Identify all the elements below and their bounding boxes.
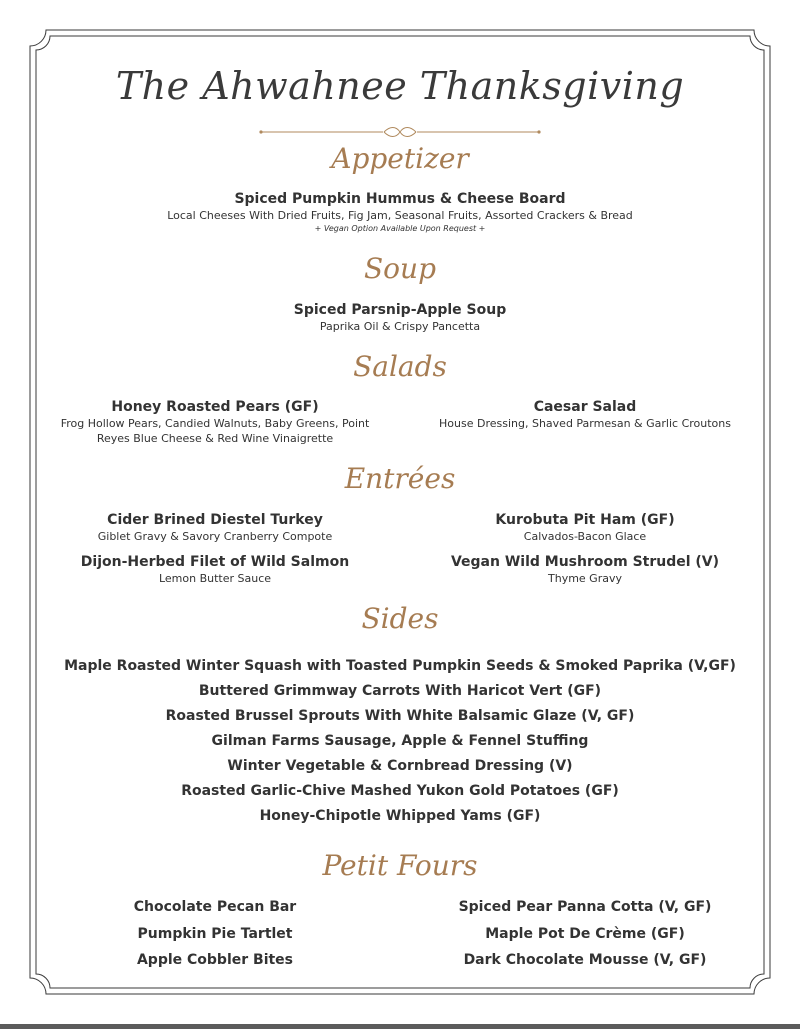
flourish-divider-icon [258,126,542,138]
item-description: House Dressing, Shaved Parmesan & Garlic Croutons [439,417,731,430]
item-name: Caesar Salad [533,399,637,415]
list-item: Buttered Grimmway Carrots With Haricot Vert (GF) [198,683,602,699]
item-note: + Vegan Option Available Upon Request + [314,224,486,233]
item-name: Dijon-Herbed Filet of Wild Salmon [80,554,350,570]
list-item: Spiced Pear Panna Cotta (V, GF) [458,899,712,915]
menu-item-entree [420,511,750,544]
list-item: Roasted Garlic-Chive Mashed Yukon Gold Potatoes (GF) [181,783,619,799]
list-item: Roasted Brussel Sprouts With White Balsamic Glaze (V, GF) [165,708,635,724]
petit-fours-right-column [440,897,730,977]
item-description: Frog Hollow Pears, Candied Walnuts, Baby Greens, Point [60,417,370,430]
menu-item-salad [50,398,380,446]
item-name: Kurobuta Pit Ham (GF) [495,512,675,528]
list-item: Honey-Chipotle Whipped Yams (GF) [259,808,541,824]
item-description: Local Cheeses With Dried Fruits, Fig Jam, Seasonal Fruits, Assorted Crackers & Bread [167,209,633,222]
menu-item-entree [50,511,380,544]
item-description: Thyme Gravy [548,572,622,585]
section-heading-salads: Salads [353,350,447,383]
list-item: Chocolate Pecan Bar [133,899,297,915]
item-description: Reyes Blue Cheese & Red Wine Vinaigrette [96,432,334,445]
menu-title: The Ahwahnee Thanksgiving [115,64,685,108]
section-heading-petit-fours: Petit Fours [322,849,478,882]
list-item: Maple Roasted Winter Squash with Toasted Pumpkin Seeds & Smoked Paprika (V,GF) [64,658,736,674]
section-heading-appetizer: Appetizer [331,142,469,175]
item-name: Spiced Pumpkin Hummus & Cheese Board [234,191,566,207]
menu-item-soup [0,301,800,334]
list-item: Winter Vegetable & Cornbread Dressing (V) [227,758,573,774]
item-name: Cider Brined Diestel Turkey [107,512,323,528]
list-item: Apple Cobbler Bites [136,952,294,968]
list-item: Dark Chocolate Mousse (V, GF) [463,952,707,968]
item-name: Vegan Wild Mushroom Strudel (V) [450,554,720,570]
section-heading-sides: Sides [361,602,439,635]
item-description: Giblet Gravy & Savory Cranberry Compote [97,530,333,543]
item-name: Spiced Parsnip-Apple Soup [293,302,507,318]
menu-item-salad [420,398,750,431]
item-description: Calvados-Bacon Glace [523,530,647,543]
section-heading-entrees: Entrées [344,462,456,495]
petit-fours-left-column [85,897,345,977]
menu-item-entree [50,553,380,586]
list-item: Maple Pot De Crème (GF) [485,925,685,942]
item-name: Honey Roasted Pears (GF) [111,399,319,415]
item-description: Lemon Butter Sauce [158,572,272,585]
sides-list [0,656,800,831]
item-description: Paprika Oil & Crispy Pancetta [319,320,481,333]
list-item: Pumpkin Pie Tartlet [137,925,293,942]
menu-item-entree [420,553,750,586]
menu-item-appetizer [0,190,800,235]
list-item: Gilman Farms Sausage, Apple & Fennel Stuffing [211,733,589,749]
section-heading-soup: Soup [364,252,436,285]
